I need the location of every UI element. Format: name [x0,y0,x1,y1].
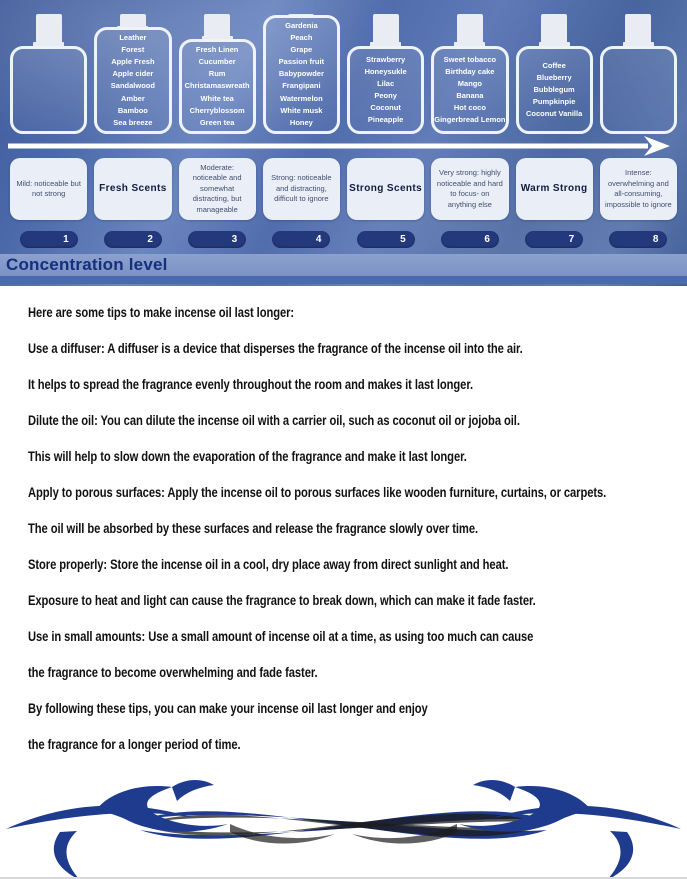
scale-level-box: Warm Strong [516,158,593,220]
tip-line [28,700,687,714]
tip-line-text: This will help to slow down the evaporation of the fragrance and make it last longer. [28,448,467,464]
tip-line-text: Apply to porous surfaces: Apply the incense oil to porous surfaces like wooden furniture, curtains, or carpets. [28,484,607,500]
scent-name: Forest [121,45,145,55]
bottle-body [179,39,256,134]
bottle-cap-icon [457,14,483,42]
scent-name: Coconut [370,103,401,113]
bottle-cap-icon [373,14,399,42]
tip-line-text: Here are some tips to make incense oil last longer: [28,304,295,320]
pill-column [179,231,256,248]
level-pills-row [0,220,687,248]
scent-list [434,54,505,127]
scent-name: Green tea [199,117,235,127]
scent-bottle [516,14,593,134]
pill-column [347,231,424,248]
scale-level-box: Intense: overwhelming and all-consuming, impossible to ignore [600,158,677,220]
tip-line [28,484,687,498]
scent-bottle [10,14,87,134]
tip-line [28,376,687,390]
scent-name: Pumpkinpie [532,97,576,107]
tip-line-text: The oil will be absorbed by these surfaces and release the fragrance slowly over time. [28,520,478,536]
scent-concentration-infographic [0,0,687,286]
tip-line [28,628,687,642]
pill-column [516,231,593,248]
scent-name: Pineapple [367,115,404,125]
scent-name: Apple Fresh [111,57,155,67]
tip-line-text: It helps to spread the fragrance evenly throughout the room and makes it last longer. [28,376,474,392]
level-number-pill [104,231,162,248]
scent-name: Cucumber [198,57,236,67]
pill-column [94,231,171,248]
scent-name: Watermelon [280,93,323,103]
bottle-body [431,46,508,134]
axis-band [0,254,687,276]
level-number-pill [272,231,330,248]
scent-list [526,60,582,121]
scent-bottle [94,14,171,134]
level-number-pill [357,231,415,248]
bottle-cap-icon [541,14,567,42]
level-number: 8 [652,234,659,245]
scent-name: Bubblegum [533,84,575,94]
scent-list [365,54,407,127]
tip-line-text: Store properly: Store the incense oil in a cool, dry place away from direct sunlight and heat. [28,556,509,572]
scent-bottle [600,14,677,134]
scent-list [185,44,250,129]
scent-name: Fresh Linen [195,45,239,55]
scent-list [111,32,155,129]
scent-name: Grape [290,45,313,55]
scent-name: White tea [200,93,234,103]
banner-bottom-strip [0,276,687,284]
level-number-pill [441,231,499,248]
scale-level-box: Mild: noticeable but not strong [10,158,87,220]
scent-name: Frangipani [282,81,321,91]
scent-name: Christamaswreath [184,81,250,91]
scent-bottle [179,14,256,134]
bottle-body [94,27,171,134]
scent-name: Babypowder [278,69,324,79]
level-number-pill [525,231,583,248]
scent-name: Sandalwood [110,81,155,91]
scale-level-box: Very strong: highly noticeable and hard to focus- on anything else [431,158,508,220]
bottle-cap-icon [120,14,146,26]
bottle-cap-icon [625,14,651,42]
scent-name: Sweet tobacco [443,54,497,64]
pill-column [263,231,340,248]
pill-column [600,231,677,248]
scent-name: Apple cider [112,69,154,79]
tip-line [28,664,687,678]
tip-line [28,520,687,534]
tip-line [28,412,687,426]
level-number-pill [188,231,246,248]
scent-name: White musk [280,105,323,115]
concentration-scale-row [0,158,687,220]
tip-line-text: Use in small amounts: Use a small amount of incense oil at a time, as using too much can cause [28,628,534,644]
axis-label: Concentration level [6,255,168,274]
scent-name: Lilac [377,78,395,88]
pill-column [10,231,87,248]
scent-name: Banana [456,91,484,100]
bottle-body [10,46,87,134]
tip-line [28,448,687,462]
bottle-body [347,46,424,134]
scent-list [279,20,324,129]
scale-level-box: Strong: noticeable and distracting, difficult to ignore [263,158,340,220]
tip-line-text: Dilute the oil: You can dilute the incense oil with a carrier oil, such as coconut oil or jojoba oil. [28,412,520,428]
tribal-flourish-graphic [0,772,687,877]
scent-name: Rum [208,69,226,79]
tip-line [28,556,687,570]
scent-name: Strawberry [366,54,406,64]
level-number-pill [20,231,78,248]
scent-name: Mango [457,78,482,88]
pill-column [431,231,508,248]
level-number: 1 [63,234,69,245]
scent-name: Honeysukle [364,66,407,76]
scent-name: Passion fruit [278,57,325,67]
level-number: 2 [147,234,153,245]
bottle-body [263,15,340,134]
tip-line-text: the fragrance for a longer period of time. [28,736,241,752]
tip-line-text: Exposure to heat and light can cause the fragrance to break down, which can make it fade faster. [28,592,536,608]
tip-line [28,592,687,606]
bottles-row [0,0,687,134]
scent-name: Birthday cake [445,66,495,76]
scent-bottle [347,14,424,134]
bottle-cap-icon [204,14,230,36]
level-number: 3 [231,234,238,245]
scale-level-box: Fresh Scents [94,158,171,220]
scale-level-box: Strong Scents [347,158,424,220]
bottle-cap-icon [36,14,62,42]
scent-name: Bamboo [117,105,148,115]
scent-bottle [431,14,508,134]
tip-line-text: Use a diffuser: A diffuser is a device that disperses the fragrance of the incense oil into the air. [28,340,523,356]
scent-bottle [263,14,340,134]
scent-name: Gardenia [285,20,318,30]
scent-name: Gingerbread Lemon [434,115,506,125]
scent-name: Coffee [542,60,566,70]
scale-level-box: Moderate: noticeable and somewhat distracting, but manageable [179,158,256,220]
scent-name: Hot coco [453,103,486,113]
arrow-right-icon [0,134,687,158]
scent-name: Cherryblossom [189,105,245,115]
scent-name: Leather [119,32,147,42]
scent-name: Honey [289,117,313,127]
level-number: 4 [315,234,322,245]
tips-section [0,286,687,750]
level-number: 7 [568,234,575,245]
bottle-body [600,46,677,134]
tip-line [28,736,687,750]
scent-name: Blueberry [536,72,572,82]
tip-line-text: the fragrance to become overwhelming and fade faster. [28,664,318,680]
tip-line [28,304,687,318]
scent-name: Peach [290,32,313,42]
tip-line-text: By following these tips, you can make your incense oil last longer and enjoy [28,700,428,716]
scent-name: Peony [374,91,397,100]
level-number: 5 [400,234,406,245]
bottle-body [516,46,593,134]
scent-name: Coconut Vanilla [525,109,583,119]
scent-name: Sea breeze [113,117,153,127]
tip-line [28,340,687,354]
level-number: 6 [484,234,490,245]
scent-name: Amber [120,93,145,103]
level-number-pill [609,231,667,248]
